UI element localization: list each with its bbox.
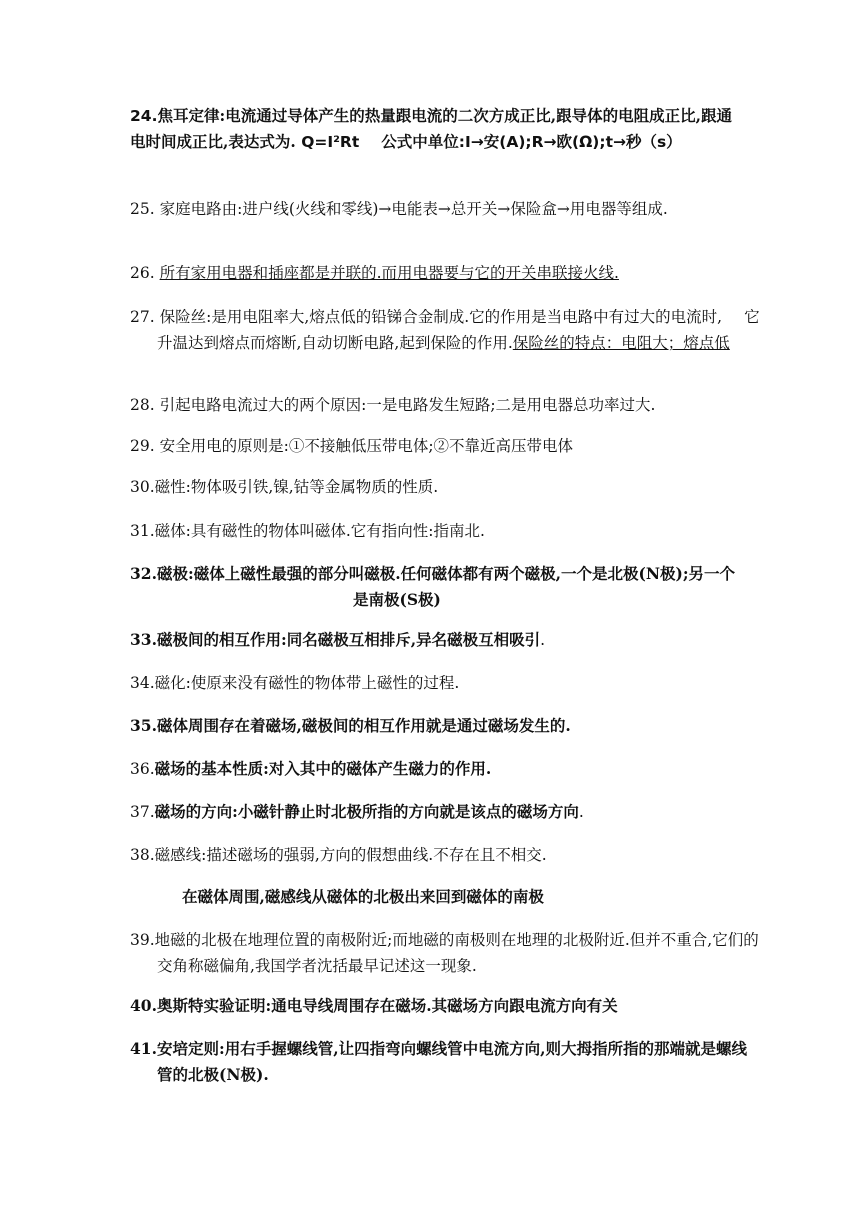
item-26 <box>130 260 735 286</box>
item-40 <box>130 993 735 1019</box>
item-35 <box>130 713 735 739</box>
item-number: 26. <box>130 264 155 282</box>
item-text: 家庭电路由:进户线(火线和零线)→电能表→总开关→保险盒→用电器等组成. <box>159 200 668 218</box>
item-number: 39. <box>130 931 155 949</box>
item-text: 磁感线:描述磁场的强弱,方向的假想曲线.不存在且不相交. <box>154 846 547 864</box>
item-number: 31. <box>130 522 155 540</box>
item-text: 磁极:磁体上磁性最强的部分叫磁极.任何磁体都有两个磁极,一个是北极(N极);另一个 <box>156 564 736 583</box>
item-number: 40. <box>130 996 157 1015</box>
item-text-2: :小磁针静止时北极所指的方向就是该点的磁场方向 <box>232 802 579 821</box>
unit-text: 公式中单位:I→安(A);R→欧(Ω);t→秒（s） <box>381 133 682 151</box>
item-number: 30. <box>130 478 155 496</box>
fuse-feature: 保险丝的特点：电阻大；熔点低 <box>512 334 730 352</box>
item-number: 24. <box>130 107 158 125</box>
item-text: 磁性:物体吸引铁,镍,钴等金属物质的性质. <box>154 478 439 496</box>
item-text: 保险丝:是用电阻率大,熔点低的铅锑合金制成.它的作用是当电路中有过大的电流时, <box>159 308 723 326</box>
item-text: 地磁的北极在地理位置的南极附近;而地磁的南极则在地理的北极附近.但并不重合,它们的交角称磁偏角,我国学者沈括最早记述这一现象. <box>154 931 759 975</box>
item-28 <box>130 392 735 418</box>
item-text: 引起电路电流过大的两个原因:一是电路发生短路;二是用电器总功率过大. <box>159 396 656 414</box>
item-38 <box>130 842 735 868</box>
item-text: 磁体周围存在着磁场,磁极间的相互作用就是通过磁场发生的. <box>156 716 571 735</box>
item-text: 安培定则:用右手握螺线管,让四指弯向螺线管中电流方向,则大拇指所指的那端就是螺线管的北极(N极). <box>156 1039 747 1084</box>
item-number: 28. <box>130 396 155 414</box>
item-text: 所有家用电器和插座都是并联的.而用电器要与它的开关串联接火线. <box>159 264 619 282</box>
item-41 <box>130 1036 762 1088</box>
item-text: 安全用电的原则是:①不接触低压带电体;②不靠近高压带电体 <box>159 437 574 455</box>
item-number: 29. <box>130 437 155 455</box>
item-text-2: 是南极(S极) <box>353 590 441 609</box>
item-period: . <box>540 631 546 649</box>
item-number: 33. <box>130 630 157 649</box>
item-number: 34. <box>130 674 155 692</box>
item-text: 奥斯特实验证明:通电导线周围存在磁场.其磁场方向跟电流方向有关 <box>156 996 618 1015</box>
item-period: . <box>578 803 584 821</box>
item-number: 35. <box>130 716 157 735</box>
item-30 <box>130 474 735 500</box>
item-number: 37. <box>130 803 155 821</box>
item-number: 38. <box>130 846 155 864</box>
item-number: 36. <box>130 760 155 778</box>
item-text-2: :对入其中的磁体产生磁力的作用. <box>263 759 492 778</box>
item-text: 磁体:具有磁性的物体叫磁体.它有指向性:指南北. <box>154 522 485 540</box>
item-29 <box>130 433 735 459</box>
item-37 <box>130 799 735 825</box>
item-number: 27. <box>130 308 155 326</box>
item-33 <box>130 627 735 653</box>
item-number: 32. <box>130 564 157 583</box>
item-text: 磁场的基本性质 <box>154 759 264 778</box>
item-39 <box>130 927 762 979</box>
item-31 <box>130 518 735 544</box>
item-36 <box>130 756 735 782</box>
item-text: 磁化:使原来没有磁性的物体带上磁性的过程. <box>154 674 460 692</box>
magnetic-line-note <box>182 884 544 910</box>
item-24 <box>130 103 735 155</box>
item-32 <box>130 561 762 613</box>
item-25 <box>130 196 762 222</box>
item-text-2: 它升温达到熔点而熔断,自动切断电路,起到保险的作用. <box>157 308 760 352</box>
item-text: 磁极间的相互作用:同名磁极互相排斥,异名磁极互相吸引 <box>156 630 541 649</box>
item-text: 在磁体周围,磁感线从磁体的北极出来回到磁体的南极 <box>182 887 544 906</box>
formula: Q=I²Rt <box>301 133 360 151</box>
item-text: 焦耳定律:电流通过导体产生的热量跟电流的二次方成正比,跟导体的电阻成正比,跟通电时间成正比,表达式为. <box>130 106 732 151</box>
item-text: 磁场的方向 <box>154 802 233 821</box>
item-34 <box>130 670 735 696</box>
item-number: 41. <box>130 1039 157 1058</box>
item-27 <box>130 304 762 356</box>
item-number: 25. <box>130 200 155 218</box>
